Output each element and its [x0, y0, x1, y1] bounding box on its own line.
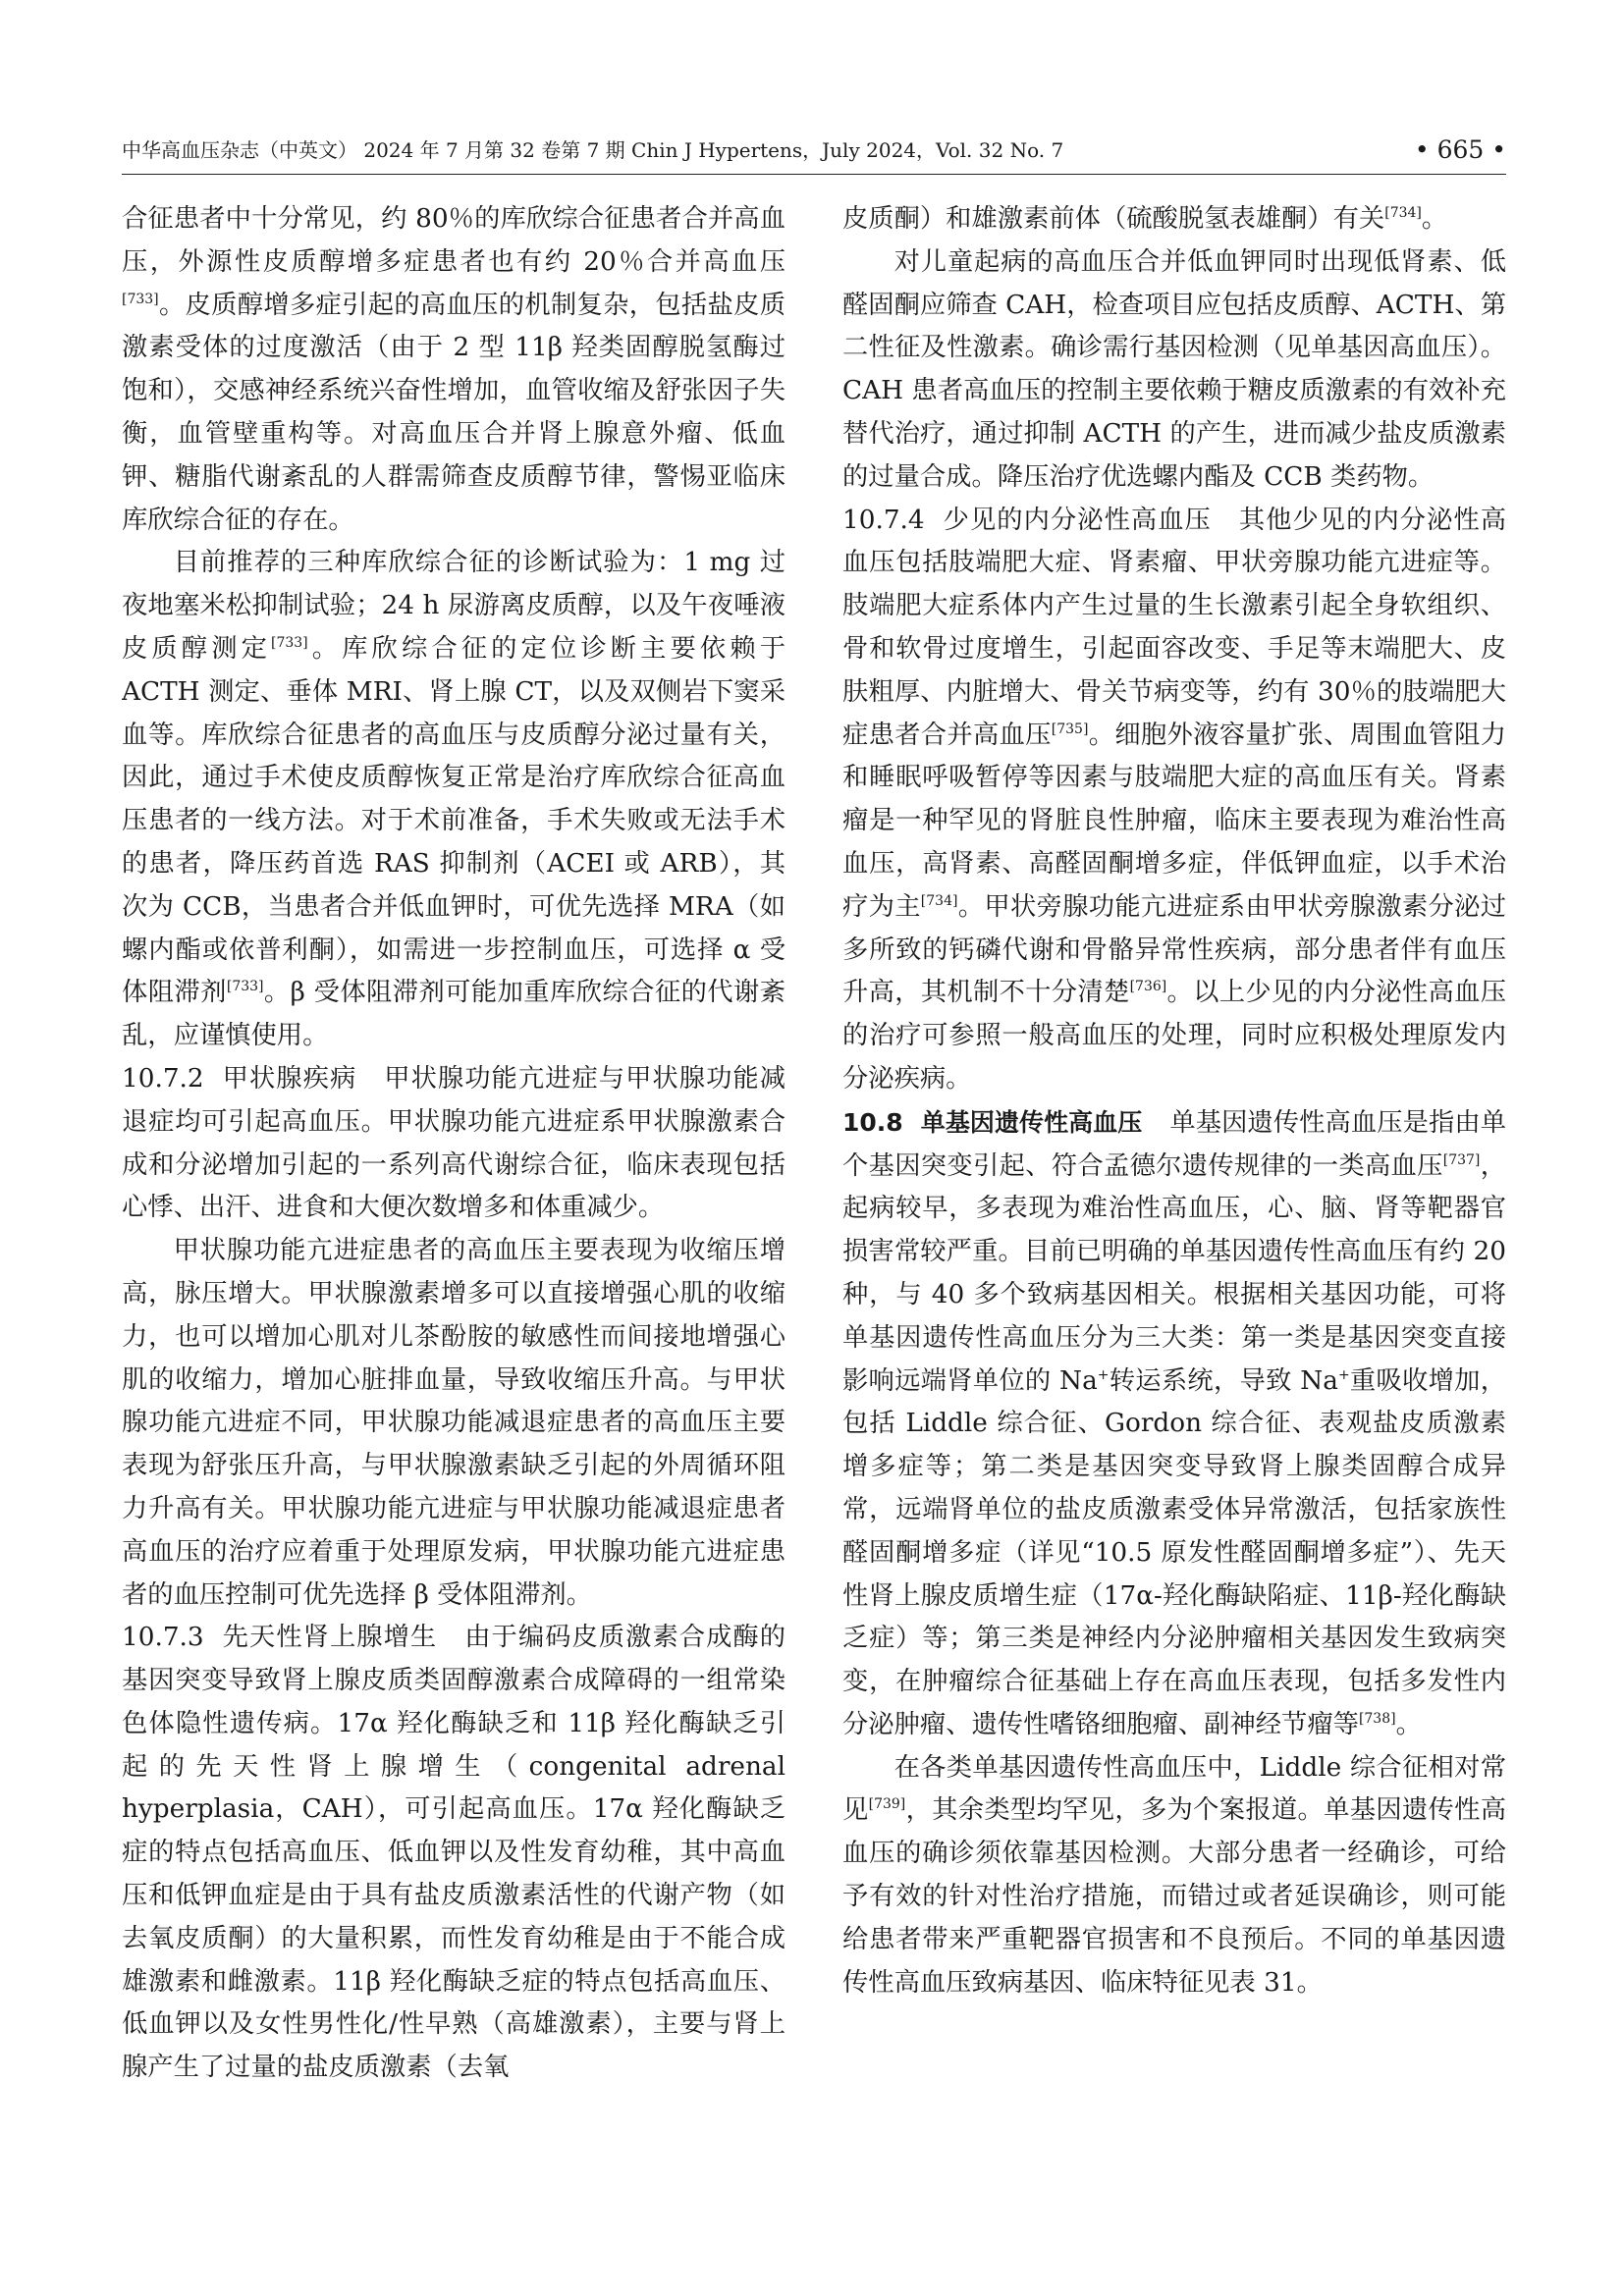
subsection [122, 1058, 785, 1230]
citation-ref: [733] [122, 291, 159, 307]
citation-ref: [735] [1051, 721, 1089, 737]
superscript-plus: + [1337, 1366, 1350, 1383]
citation-ref: [736] [1129, 979, 1167, 995]
paragraph [842, 241, 1506, 500]
section-title: 单基因遗传性高血压 [920, 1107, 1143, 1137]
journal-citation: 中华高血压杂志（中英文） 2024 年 7 月第 32 卷第 7 期 Chin J Hypertens，July 2024，Vol. 32 No. 7 [122, 138, 1064, 162]
citation-ref: [738] [1358, 1710, 1396, 1727]
section-title: 少见的内分泌性高血压 [942, 505, 1212, 535]
paragraph [842, 1747, 1506, 2005]
paragraph-text: ，起病较早，多表现为难治性高血压，心、脑、肾等靶器官损害常较严重。目前已明确的单基因遗传性高血压有约 20 种，与 40 多个致病基因相关。根据相关基因功能，可将单基因遗传性高血压分为三大类：第一类是基因突变直接影响远端肾单位的 Na [842, 1150, 1506, 1396]
subsection [842, 1101, 1506, 1747]
citation-ref: [733] [226, 979, 264, 995]
paragraph-text: 单基因遗传性高血压是指由单个基因突变引起、符合孟德尔遗传规律的一类高血压 [842, 1107, 1506, 1181]
subsection [122, 1617, 785, 2090]
citation-ref: [734] [1384, 205, 1422, 221]
paragraph-text: 。库欣综合征的定位诊断主要依赖于 ACTH 测定、垂体 MRI、肾上腺 CT，以及双侧岩下窦采血等。库欣综合征患者的高血压与皮质醇分泌过量有关，因此，通过手术使皮质醇恢复正常是治疗库欣综合征高血压患者的一线方法。对于术前准备，手术失败或无法手术的患者，降压药首选 RAS 抑制剂（ACEI 或 ARB），其次为 CCB，当患者合并低血钾时，可优先选择 MRA（如螺内酯或依普利酮），如需进一步控制血压，可选择 α 受体阻滞剂 [122, 633, 785, 1008]
left-column [122, 198, 785, 2211]
running-header [122, 135, 1506, 175]
page-number: • 665 • [1414, 135, 1506, 164]
paragraph-text: 重吸收增加，包括 Liddle 综合征、Gordon 综合征、表观盐皮质激素增多症等；第二类是基因突变导致肾上腺类固醇合成异常，远端肾单位的盐皮质激素受体异常激活，包括家族性醛固酮增多症（详见“10.5 原发性醛固酮增多症”）、先天性肾上腺皮质增生症（17α-羟化酶缺陷症、11β-羟化酶缺乏症）等；第三类是神经内分泌肿瘤相关基因发生致病突变，在肿瘤综合征基础上存在高血压表现，包括多发性内分泌肿瘤、遗传性嗜铬细胞瘤、副神经节瘤等 [842, 1365, 1506, 1739]
citation-ref: [737] [1442, 1151, 1481, 1168]
paragraph-text: 。β 受体阻滞剂可能加重库欣综合征的代谢紊乱，应谨慎使用。 [122, 978, 785, 1051]
paragraph-text: 由于编码皮质激素合成酶的基因突变导致肾上腺皮质类固醇激素合成障碍的一组常染色体隐性遗传病。17α 羟化酶缺乏和 11β 羟化酶缺乏引起的先天性肾上腺增生（congenital adrenal hyperplasia，CAH），可引起高血压。17α 羟化酶缺乏症的特点包括高血压、低血钾以及性发育幼稚，其中高血压和低钾血症是由于具有盐皮质激素活性的代谢产物（如去氧皮质酮）的大量积累，而性发育幼稚是由于不能合成雄激素和雌激素。11β 羟化酶缺乏症的特点包括高血压、低血钾以及女性男性化/性早熟（高雄激素），主要与肾上腺产生了过量的盐皮质激素（去氧 [122, 1623, 785, 2083]
paragraph-text: 在各类单基因遗传性高血压中，Liddle 综合征相对常见 [842, 1752, 1506, 1826]
section-title: 甲状腺疾病 [221, 1063, 357, 1094]
header-rule [122, 174, 1506, 175]
paragraph-text: 甲状腺功能亢进症患者的高血压主要表现为收缩压增高，脉压增大。甲状腺激素增多可以直接增强心肌的收缩力，也可以增加心肌对儿茶酚胺的敏感性而间接地增强心肌的收缩力，增加心脏排血量，导致收缩压升高。与甲状腺功能亢进症不同，甲状腺功能减退症患者的高血压主要表现为舒张压升高，与甲状腺激素缺乏引起的外周循环阻力升高有关。甲状腺功能亢进症与甲状腺功能减退症患者高血压的治疗应着重于处理原发病，甲状腺功能亢进症患者的血压控制可优先选择 β 受体阻滞剂。 [122, 1236, 785, 1610]
superscript-plus: + [1097, 1366, 1110, 1383]
paragraph-text: 。甲状旁腺功能亢进症系由甲状旁腺激素分泌过多所致的钙磷代谢和骨骼异常性疾病，部分患者伴有血压升高，其机制不十分清楚 [842, 891, 1506, 1008]
right-column [842, 198, 1506, 2211]
paragraph-text: 甲状腺功能亢进症与甲状腺功能减退症均可引起高血压。甲状腺功能亢进症系甲状腺激素合成和分泌增加引起的一系列高代谢综合征，临床表现包括心悸、出汗、进食和大便次数增多和体重减少。 [122, 1063, 785, 1223]
paragraph-text: 对儿童起病的高血压合并低血钾同时出现低肾素、低醛固酮应筛查 CAH，检查项目应包括皮质醇、ACTH、第二性征及性激素。确诊需行基因检测（见单基因高血压）。CAH 患者高血压的控制主要依赖于糖皮质激素的有效补充替代治疗，通过抑制 ACTH 的产生，进而减少盐皮质激素的过量合成。降压治疗优选螺内酯及 CCB 类药物。 [842, 246, 1506, 492]
citation-ref: [739] [868, 1796, 906, 1813]
paragraph-text: 。 [1421, 204, 1448, 234]
subsection [842, 500, 1506, 1101]
paragraph-text: 合征患者中十分常见，约 80％的库欣综合征患者合并高血压，外源性皮质醇增多症患者也有约 20％合并高血压 [122, 204, 785, 277]
section-title: 先天性肾上腺增生 [221, 1623, 438, 1653]
paragraph [842, 198, 1506, 241]
paragraph-text: 。以上少见的内分泌性高血压的治疗可参照一般高血压的处理，同时应积极处理原发内分泌疾病。 [842, 978, 1506, 1094]
paragraph-text: 其他少见的内分泌性高血压包括肢端肥大症、肾素瘤、甲状旁腺功能亢进症等。肢端肥大症系体内产生过量的生长激素引起全身软组织、骨和软骨过度增生，引起面容改变、手足等末端肥大、皮肤粗厚、内脏增大、骨关节病变等，约有 30％的肢端肥大症患者合并高血压 [842, 505, 1506, 750]
paragraph-text: 转运系统，导致 Na [1109, 1365, 1338, 1396]
paragraph-text: 皮质酮）和雄激素前体（硫酸脱氢表雄酮）有关 [842, 204, 1385, 234]
paragraph [122, 198, 785, 542]
paragraph-text: 目前推荐的三种库欣综合征的诊断试验为：1 mg 过夜地塞米松抑制试验；24 h 尿游离皮质醇，以及午夜唾液皮质醇测定 [122, 548, 785, 664]
section-number: 10.7.2 [122, 1063, 204, 1094]
paragraph-text: ，其余类型均罕见，多为个案报道。单基因遗传性高血压的确诊须依靠基因检测。大部分患者一经确诊，可给予有效的针对性治疗措施，而错过或者延误确诊，则可能给患者带来严重靶器官损害和不良预后。不同的单基因遗传性高血压致病基因、临床特征见表 31。 [842, 1795, 1506, 1998]
section-number: 10.7.4 [842, 505, 925, 535]
citation-ref: [734] [920, 892, 958, 909]
paragraph-text: 。皮质醇增多症引起的高血压的机制复杂，包括盐皮质激素受体的过度激活（由于 2 型 11β 羟类固醇脱氢酶过饱和），交感神经系统兴奋性增加，血管收缩及舒张因子失衡，血管壁重构等。对高血压合并肾上腺意外瘤、低血钾、糖脂代谢紊乱的人群需筛查皮质醇节律，警惕亚临床库欣综合征的存在。 [122, 290, 785, 535]
paragraph-text: 。细胞外液容量扩张、周围血管阻力和睡眠呼吸暂停等因素与肢端肥大症的高血压有关。肾素瘤是一种罕见的肾脏良性肿瘤，临床主要表现为难治性高血压，高肾素、高醛固酮增多症，伴低钾血症，以手术治疗为主 [842, 720, 1506, 922]
section-number: 10.8 [842, 1107, 903, 1137]
citation-ref: [733] [271, 634, 308, 651]
paragraph [122, 1230, 785, 1617]
paragraph [122, 542, 785, 1058]
section-number: 10.7.3 [122, 1623, 204, 1653]
paragraph-text: 。 [1395, 1709, 1422, 1739]
